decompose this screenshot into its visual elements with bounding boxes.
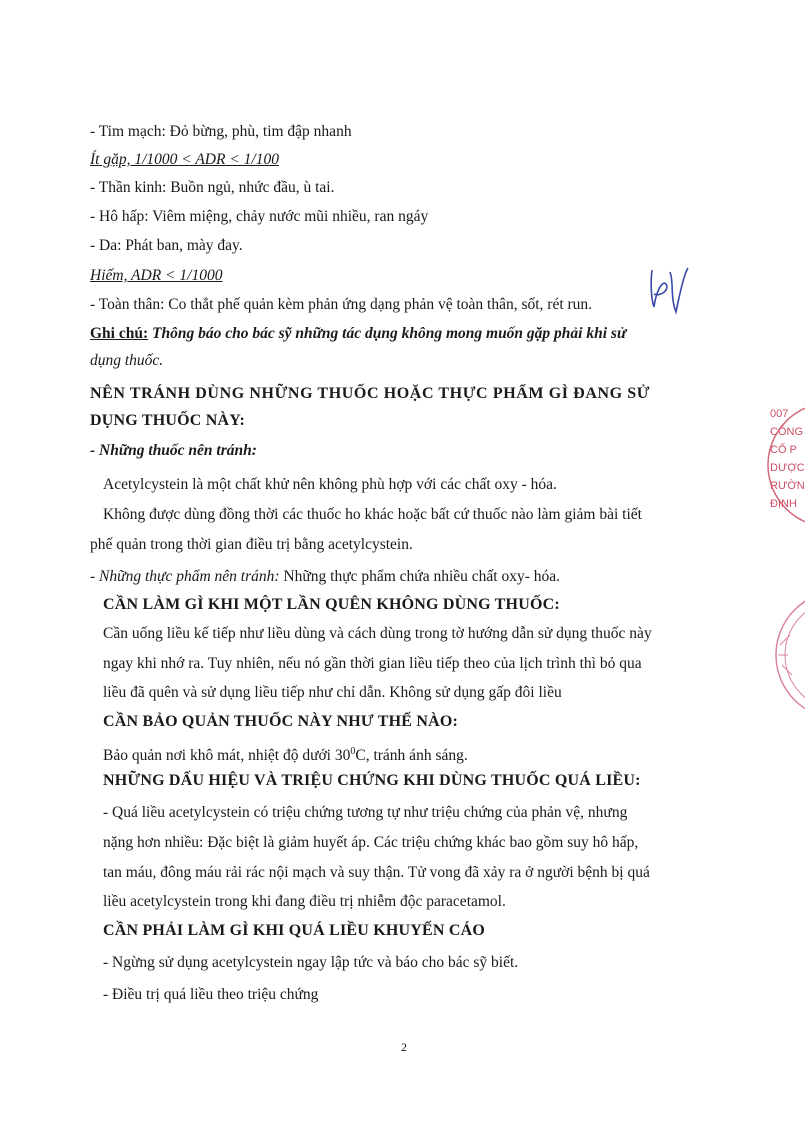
frequency-heading: Ít gặp, 1/1000 < ADR < 1/100 bbox=[90, 151, 279, 168]
text-line: tan máu, đông máu rải rác nội mạch và suy thận. Tử vong đã xảy ra ở người bệnh bị quá bbox=[103, 864, 650, 881]
text-line: ngay khi nhớ ra. Tuy nhiên, nếu nó gần thời gian liều tiếp theo của lịch trình thì bỏ qua bbox=[103, 655, 642, 672]
text-line: phế quản trong thời gian điều trị bằng acetylcystein. bbox=[90, 536, 413, 553]
section-heading: DỤNG THUỐC NÀY: bbox=[90, 412, 246, 429]
section-heading: CẦN BẢO QUẢN THUỐC NÀY NHƯ THẾ NÀO: bbox=[103, 713, 459, 730]
note-line: dụng thuốc. bbox=[90, 352, 164, 369]
text-line: - Hô hấp: Viêm miệng, chảy nước mũi nhiều, ran ngáy bbox=[90, 208, 429, 225]
text-line: nặng hơn nhiều: Đặc biệt là giảm huyết áp. Các triệu chứng khác bao gồm suy hô hấp, bbox=[103, 834, 639, 851]
section-heading: CẦN PHẢI LÀM GÌ KHI QUÁ LIỀU KHUYẾN CÁO bbox=[103, 922, 486, 939]
red-seal-partial bbox=[770, 585, 800, 725]
stamp-text: ĐỊNH bbox=[770, 498, 797, 510]
frequency-heading: Hiếm, ADR < 1/1000 bbox=[90, 267, 223, 284]
signature-mark bbox=[640, 262, 700, 322]
red-stamp-partial bbox=[760, 395, 805, 535]
note-line bbox=[90, 324, 626, 344]
text-line: - Thần kinh: Buồn ngủ, nhức đầu, ù tai. bbox=[90, 179, 335, 196]
stamp-text: CÔNG bbox=[770, 426, 803, 438]
stamp-text: RƯỜN bbox=[770, 480, 805, 492]
note-text: Thông báo cho bác sỹ những tác dụng không mong muốn gặp phải khi sử bbox=[152, 325, 627, 342]
text-line: - Da: Phát ban, mày đay. bbox=[90, 237, 243, 254]
storage-text: Bảo quản nơi khô mát, nhiệt độ dưới 30 bbox=[103, 747, 351, 765]
text-line: - Điều trị quá liều theo triệu chứng bbox=[103, 986, 319, 1003]
note-label: Ghi chú: bbox=[90, 325, 149, 342]
text-line: liều acetylcystein trong khi đang điều trị nhiễm độc paracetamol. bbox=[103, 893, 506, 910]
section-heading: CẦN LÀM GÌ KHI MỘT LẦN QUÊN KHÔNG DÙNG THUỐC: bbox=[103, 596, 560, 613]
text-line: - Toàn thân: Co thắt phế quản kèm phản ứng dạng phản vệ toàn thân, sốt, rét run. bbox=[90, 296, 593, 313]
text-line: - Tim mạch: Đỏ bừng, phù, tim đập nhanh bbox=[90, 123, 352, 140]
text-line: Cần uống liều kế tiếp như liều dùng và cách dùng trong tờ hướng dẫn sử dụng thuốc này bbox=[103, 625, 652, 642]
text-line: - Ngừng sử dụng acetylcystein ngay lập tức và báo cho bác sỹ biết. bbox=[103, 954, 519, 971]
text-line: liều đã quên và sử dụng liều tiếp như chỉ dẫn. Không sử dụng gấp đôi liều bbox=[103, 684, 562, 701]
page-number: 2 bbox=[401, 1040, 407, 1054]
text-line bbox=[90, 567, 560, 587]
stamp-text: CỔ P bbox=[770, 444, 797, 456]
storage-text-end: C, tránh ánh sáng. bbox=[355, 747, 468, 765]
degree-sup: 0 bbox=[350, 746, 356, 757]
text-line: Không được dùng đồng thời các thuốc ho khác hoặc bất cứ thuốc nào làm giảm bài tiết bbox=[103, 506, 642, 523]
food-avoid-text: Những thực phẩm chứa nhiều chất oxy- hóa. bbox=[279, 568, 560, 585]
text-line bbox=[103, 742, 468, 766]
section-heading: NÊN TRÁNH DÙNG NHỮNG THUỐC HOẶC THỰC PHẨM GÌ ĐANG SỬ bbox=[90, 385, 651, 402]
stamp-text: 007 bbox=[770, 408, 789, 420]
section-heading: NHỮNG DẤU HIỆU VÀ TRIỆU CHỨNG KHI DÙNG THUỐC QUÁ LIỀU: bbox=[103, 772, 641, 789]
stamp-text: DƯỢC bbox=[770, 462, 805, 474]
text-line: - Quá liều acetylcystein có triệu chứng tương tự như triệu chứng của phản vệ, nhưng bbox=[103, 804, 628, 821]
text-line: Acetylcystein là một chất khử nên không phù hợp với các chất oxy - hóa. bbox=[103, 476, 557, 493]
food-avoid-label: - Những thực phẩm nên tránh: bbox=[90, 568, 280, 585]
subheading: - Những thuốc nên tránh: bbox=[90, 442, 257, 459]
